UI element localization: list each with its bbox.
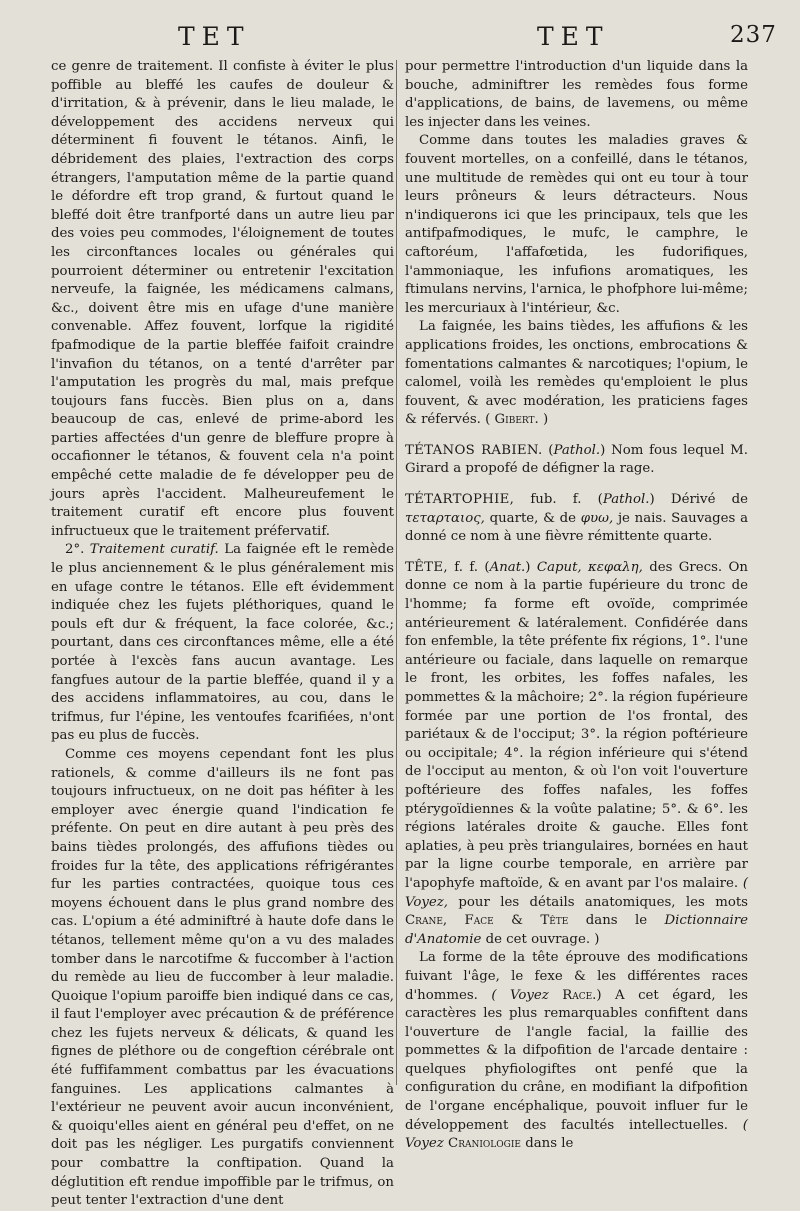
cross-reference-text: pour les détails anatomiques, les mots [458,894,748,910]
entry-field: Pathol. [553,442,601,458]
paragraph-traitement-curatif [51,541,394,746]
paren-close: ) [649,492,655,508]
paragraph-traitement-preservatif: ce genre de traitement. Il confiste à éviter le plus poffible au bleffé les caufes de douleur & d'irritation, & à prévenir, dans le lieu malade, le développement des accidens nerveux qui déterminent fi fouvent le tétanos. Ainfi, le débridement des plaies, l'extraction des corps étrangers, l'amputation même de la partie quand le défordre eft trop grand, & furtout quand le bleffé doit être tranfporté dans un autre lieu par des voies peu commodes, l'éloignement de toutes les circonftances locales ou générales qui pourroient déterminer ou entretenir l'excitation nerveufe, la faignée, les médicamens calmans, &c., doivent être mis en ufage d'une manière convenable. Affez fouvent, lorfque la rigidité fpafmodique de la partie bleffée faifoit craindre l'invafion du tétanos, on a tenté d'arrêter par l'amputation les progrès du mal, mais prefque toujours fans fuccès. Bien plus on a, dans beaucoup de cas, enlevé de prime-abord les parties affectées d'un genre de bleffure propre à occafionner le tétanos, & fouvent cela n'a point empêché cette maladie de fe développer peu de jours après l'accident. Malheureufement le traitement curatif eft encore plus fouvent infructueux que le traitement préfervatif. [51,59,394,539]
section-text: La faignée eft le remède le plus anciennement & le plus généralement mis en ufage contre le tétanos. Elle eft évidemment indiquée chez les fujets pléthoriques, quand le pouls eft dur & fréquent, la face colorée, &c.; pourtant, dans ces circonftances même, elle a été portée à l'excès fans aucun avantage. Les fangfues autour de la partie bleffée, quand il y a des accidens inflammatoires, au cou, dans le trifmus, fur l'épine, les ventoufes fcarifiées, n'ont pas eu plus de fuccès. [51,542,394,744]
page-number: 237 [730,22,777,48]
entry-grammar: fub. f. [530,492,582,508]
entry-definition-a: Dérivé de [670,492,748,508]
cross-reference-dictionnaire: Dictionnaire d'Anatomie [405,913,749,947]
paragraph-saignee-text: La faignée, les bains tièdes, les affufions & les applications froides, les onctions, embrocations & fomentations calmantes & narcotiques; l'opium, le calomel, voilà les remèdes qu'emploient le plus fouvent, & avec modération, les praticiens fages & réfervés. [405,319,748,428]
paragraph-continuation: pour permettre l'introduction d'un liquide dans la bouche, adminiftrer les remèdes fous forme d'applications, de bains, de lavemens, ou même les injecter dans les veines. [405,59,748,130]
left-column [51,58,394,1209]
paren-open: ( [597,492,603,508]
entry-field: Pathol. [602,492,650,508]
entry-definition-b: quarte, & de [489,510,577,526]
greek-word: κεφαλη, [588,559,643,575]
entry-tetartophie [405,491,748,547]
section-title: Traitement curatif. [89,542,219,558]
running-head-right: TET [537,22,610,51]
paren-open: ( [484,559,490,575]
page-header [0,22,800,52]
author-signature: ( Gibert. ) [485,412,549,428]
entry-tetanos-rabien [405,442,748,479]
greek-word: φυω, [580,510,614,526]
paragraph-saignee [405,318,748,430]
entry-headword: TÉTARTOPHIE, [405,492,515,508]
paragraph-forme-text-b: ) A cet égard, les caractères les plus remarquables confiftent dans l'ouverture de l'angle facial, la faillie des pommettes & la difpofition de l'arcade dentaire : quelques phyfiologiftes ont penfé que la configuration du crâne, en modifiant la difpofition de l'organe encéphalique, pouvoit influer fur le développement des facultés intellectuelles. [405,987,748,1133]
entry-headword: TÊTE, [405,559,448,575]
column-divider [396,60,397,1085]
paren-open: ( [548,442,554,458]
cross-reference-craniologie: Craniologie [448,1136,521,1152]
entry-tete [405,559,748,949]
paren-close: ) [525,559,531,575]
cross-reference-end: de cet ouvrage. ) [485,931,600,947]
entry-definition: Nom fous lequel M. Girard a propofé de défigner la rage. [405,442,748,477]
section-number: 2°. [65,542,85,558]
entry-headword: TÉTANOS RABIEN. [405,442,543,458]
latin-word: Caput, [536,559,582,575]
paragraph-forme-tete [405,949,748,1154]
paragraph-remedes: Comme dans toutes les maladies graves & fouvent mortelles, on a confeillé, dans le tétanos, une multitude de remèdes qui ont eu tour à tour leurs prôneurs & leurs détracteurs. Nous n'indiquerons ici que les principaux, tels que les antifpafmodiques, le mufc, le camphre, le caftoréum, l'affafœtida, les fudorifiques, l'ammoniaque, les infufions aromatiques, les ftimulans nervins, l'arnica, le phofphore lui-même; les mercuriaux à l'intérieur, &c. [405,133,748,316]
cross-reference-race: Race. [562,987,597,1003]
entry-field: Anat. [489,559,526,575]
paragraph-forme-text-a: La forme de la tête éprouve des modifications fuivant l'âge, le fexe & les différentes races d'hommes. [405,950,748,1003]
greek-word: τεταρταιος, [405,510,485,526]
cross-reference-voyez: ( Voyez, [405,875,749,910]
cross-reference-dans: dans le [585,913,648,929]
cross-reference-voyez: ( Voyez [405,1117,748,1152]
cross-reference-voyez: ( Voyez [491,987,549,1003]
cross-reference-crane: Crane, [405,913,448,929]
entry-definition-c: je nais. Sauvages a donné ce nom à une fièvre rémittente quarte. [405,510,749,545]
entry-grammar: f. f. [454,559,479,575]
cross-reference-face-tete: Face & Tête [464,913,569,929]
running-head-left: TET [178,22,251,51]
paragraph-moyens-rationels: Comme ces moyens cependant font les plus rationels, & comme d'ailleurs ils ne font pas toujours infructueux, on ne doit pas héfiter à les employer avec énergie quand l'indication fe préfente. On peut en dire autant à peu près des bains tièdes prolongés, des affufions tièdes ou froides fur la tête, des applications réfrigérantes fur les parties contractées, quoique tous ces moyens échouent dans le plus grand nombre des cas. L'opium a été adminiftré à haute dofe dans le tétanos, tellement même qu'on a vu des malades tomber dans le narcotifme & fuccomber à l'action du remède au lieu de fuccomber à leur maladie. Quoique l'opium paroiffe bien indiqué dans ce cas, il faut l'employer avec précaution & de préférence chez les fujets nerveux & délicats, & quand les fignes de pléthore ou de congeftion cérébrale ont été fuffifamment combattus par les évacuations fanguines. Les applications calmantes à l'extérieur ne peuvent avoir aucun inconvénient, & quoiqu'elles aient en général peu d'effet, on ne doit pas les négliger. Les purgatifs conviennent pour combattre la conftipation. Quand la déglutition eft rendue impoffible par le trifmus, on peut tenter l'extraction d'une dent [51,746,394,1209]
entry-definition: des Grecs. On donne ce nom à la partie fupérieure du tronc de l'homme; fa forme eft ovoïde, comprimée antérieurement & latéralement. Confidérée dans fon enfemble, la tête préfente fix régions, 1°. l'une antérieure ou faciale, dans laquelle on remarque le front, les orbites, les foffes nafales, les pommettes & la mâchoire; 2°. la région fupérieure formée par une portion de l'os frontal, des pariétaux & de l'occiput; 3°. la région poftérieure ou occipitale; 4°. la région inférieure qui s'étend de l'occiput au menton, & où l'on voit l'ouverture poftérieure des foffes nafales, les foffes ptérygoïdiennes & la voûte palatine; 5°. & 6°. les régions latérales droite & gauche. Elles font aplaties, à peu près triangulaires, bornées en haut par la ligne courbe temporale, en arrière par l'apophyfe maftoïde, & en avant par l'os malaire. [405,559,748,891]
paren-close: ) [600,442,606,458]
right-column [405,58,749,1152]
paragraph-forme-end: dans le [525,1136,574,1152]
